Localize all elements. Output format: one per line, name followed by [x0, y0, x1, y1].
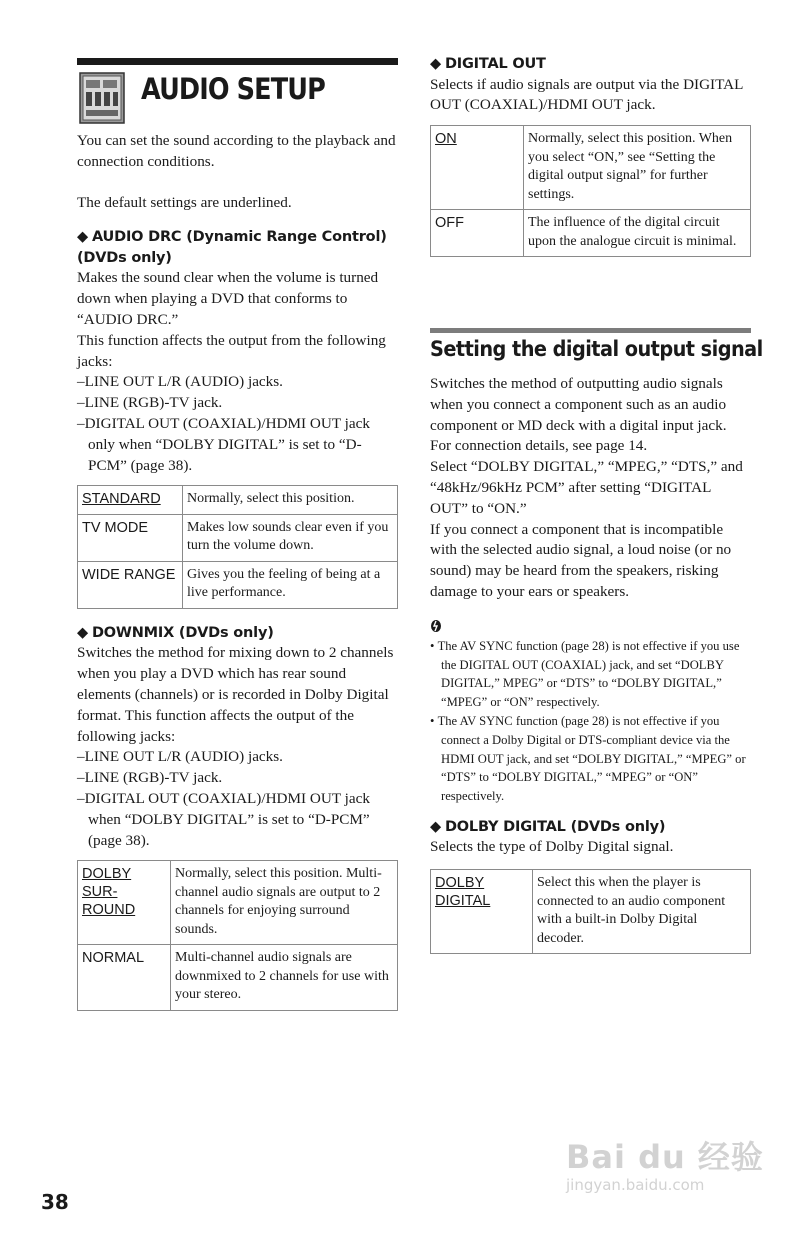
note-icon [430, 619, 751, 637]
dolby-digital-heading: ◆ DOLBY DIGITAL (DVDs only) [430, 817, 751, 838]
audio-drc-jacks-intro: This function affects the output from the following jacks: [77, 331, 386, 370]
digital-out-description: Selects if audio signals are output via the DIGITAL OUT (COAXIAL)/HDMI OUT jack. [430, 75, 743, 114]
list-item: –LINE (RGB)-TV jack. [77, 394, 223, 412]
option-key: TV MODE [78, 514, 183, 561]
option-key: DOLBY SUR-ROUND [78, 861, 171, 945]
dolby-digital-options-table [430, 869, 751, 954]
table-row [78, 514, 398, 561]
diamond-icon: ◆ [77, 624, 88, 641]
option-key: NORMAL [78, 945, 171, 1011]
table-row [431, 210, 751, 257]
diamond-icon: ◆ [430, 56, 441, 72]
downmix-description: Switches the method for mixing down to 2 channels when you play a DVD which has rear sound elements (channels) or is recorded in Dolby Digital format. This function affects the output of the following jacks: [77, 644, 394, 745]
section-rule [430, 328, 751, 333]
option-desc: Select this when the player is connected to an audio component with a built-in Dolby Digital decoder. [533, 870, 751, 954]
digital-out-heading: ◆ DIGITAL OUT [430, 54, 751, 75]
default-note: The default settings are underlined. [77, 193, 292, 211]
option-key: ON [431, 126, 524, 210]
right-column-bottom [430, 374, 751, 954]
option-key: WIDE RANGE [78, 561, 183, 608]
list-item: –LINE OUT L/R (AUDIO) jacks. [77, 748, 283, 766]
watermark [566, 1132, 764, 1194]
watermark-url: jingyan.baidu.com [566, 1176, 705, 1194]
option-desc: Normally, select this position. Multi-channel audio signals are output to 2 channels for enjoying surround sounds. [171, 861, 398, 945]
option-desc: Multi-channel audio signals are downmixed to 2 channels for use with your stereo. [171, 945, 398, 1011]
dolby-digital-description: Selects the type of Dolby Digital signal. [430, 838, 674, 856]
section-title: Setting the digital output signal [430, 337, 763, 361]
intro-text: You can set the sound according to the playback and connection conditions. [77, 132, 396, 170]
list-item: –DIGITAL OUT (COAXIAL)/HDMI OUT jack when “DOLBY DIGITAL” is set to “D-PCM” (page 38). [77, 789, 370, 849]
table-row [78, 486, 398, 515]
page-number: 38 [41, 1190, 69, 1214]
option-key: OFF [431, 210, 524, 257]
digital-out-options-table [430, 125, 751, 257]
option-desc: Makes low sounds clear even if you turn the volume down. [183, 514, 398, 561]
table-row [78, 861, 398, 945]
option-desc: The influence of the digital circuit upon the analogue circuit is minimal. [524, 210, 751, 257]
downmix-heading: ◆ DOWNMIX (DVDs only) [77, 623, 398, 644]
note-item: • The AV SYNC function (page 28) is not effective if you connect a Dolby Digital or DTS-compliant device via the HDMI OUT jack, and set “DOLBY DIGITAL,” “MPEG” or “DTS” to “DOLBY DIGITAL,” “MPEG” or “ON” respectively. [430, 713, 746, 804]
section-paragraph: For connection details, see page 14. [430, 437, 648, 455]
option-desc: Normally, select this position. When you select “ON,” see “Setting the digital output signal” for further settings. [524, 126, 751, 210]
table-row [78, 945, 398, 1011]
diamond-icon: ◆ [430, 818, 441, 835]
downmix-options-table [77, 860, 398, 1011]
table-row [431, 126, 751, 210]
right-column-top [430, 54, 751, 257]
table-row [78, 561, 398, 608]
list-item: –LINE OUT L/R (AUDIO) jacks. [77, 373, 283, 391]
table-row [431, 870, 751, 954]
diamond-icon: ◆ [77, 229, 88, 246]
section-paragraph: Select “DOLBY DIGITAL,” “MPEG,” “DTS,” and “48kHz/96kHz PCM” after setting “DIGITAL OUT” to “ON.” [430, 458, 743, 517]
option-key: STANDARD [78, 486, 183, 515]
audio-drc-options-table [77, 485, 398, 609]
left-column [77, 131, 398, 1011]
option-key: DOLBY DIGITAL [431, 870, 533, 954]
audio-drc-jack-list [77, 372, 398, 476]
page-title: AUDIO SETUP [141, 72, 325, 106]
settings-panel-icon [79, 70, 127, 126]
downmix-jack-list [77, 747, 398, 851]
audio-drc-heading: ◆ AUDIO DRC (Dynamic Range Control) (DVDs only) [77, 229, 387, 266]
section-paragraph: Switches the method of outputting audio signals when you connect a component such as an audio component or MD deck with a digital input jack. [430, 375, 727, 434]
section-paragraph: If you connect a component that is incompatible with the selected audio signal, a loud noise (or no sound) may be heard from the speakers, risking damage to your ears or speakers. [430, 520, 732, 600]
option-desc: Normally, select this position. [183, 486, 398, 515]
audio-drc-description: Makes the sound clear when the volume is turned down when playing a DVD that conforms to “AUDIO DRC.” [77, 269, 379, 328]
title-rule [77, 58, 398, 65]
option-desc: Gives you the feeling of being at a live performance. [183, 561, 398, 608]
list-item: –DIGITAL OUT (COAXIAL)/HDMI OUT jack only when “DOLBY DIGITAL” is set to “D-PCM” (page 38). [77, 414, 370, 474]
list-item: –LINE (RGB)-TV jack. [77, 769, 223, 787]
watermark-logo: Bai du 经验 [566, 1138, 764, 1176]
note-item: • The AV SYNC function (page 28) is not effective if you use the DIGITAL OUT (COAXIAL) jack, and set “DOLBY DIGITAL,” MPEG” or “DTS” to “DOLBY DIGITAL,” “MPEG” or “ON” respectively. [430, 638, 740, 710]
